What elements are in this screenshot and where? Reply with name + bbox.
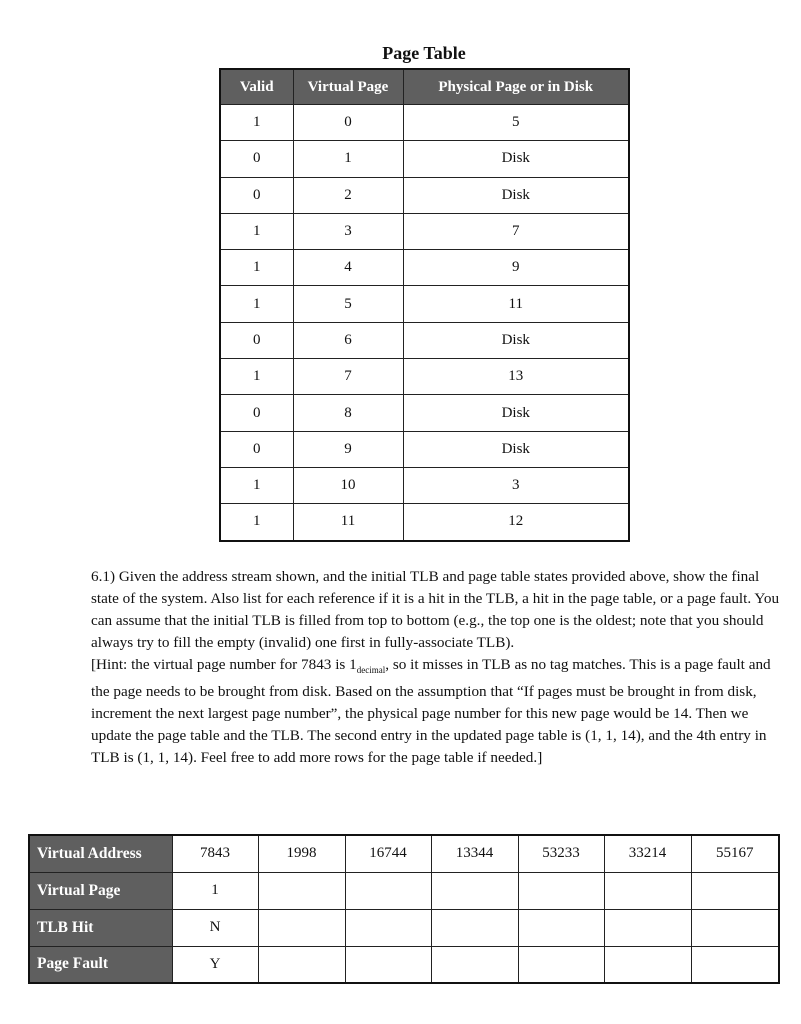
answer-row-label: Page Fault bbox=[29, 946, 172, 983]
answer-cell[interactable]: N bbox=[172, 909, 258, 946]
answer-cell[interactable]: 1998 bbox=[258, 835, 345, 872]
answer-cell[interactable] bbox=[604, 946, 691, 983]
answer-cell[interactable] bbox=[258, 909, 345, 946]
valid-cell: 0 bbox=[220, 141, 293, 177]
physical-page-cell: Disk bbox=[403, 322, 629, 358]
virtual-page-cell: 6 bbox=[293, 322, 403, 358]
virtual-page-cell: 3 bbox=[293, 213, 403, 249]
page-table-row bbox=[220, 395, 629, 431]
answer-cell[interactable]: 13344 bbox=[431, 835, 518, 872]
valid-cell: 1 bbox=[220, 286, 293, 322]
header-valid: Valid bbox=[220, 69, 293, 105]
page-table-row bbox=[220, 213, 629, 249]
valid-cell: 1 bbox=[220, 504, 293, 541]
physical-page-cell: 13 bbox=[403, 359, 629, 395]
answer-cell[interactable] bbox=[604, 872, 691, 909]
answer-table bbox=[28, 834, 780, 984]
physical-page-cell: 5 bbox=[403, 105, 629, 141]
valid-cell: 1 bbox=[220, 250, 293, 286]
answer-cell[interactable] bbox=[431, 946, 518, 983]
virtual-page-cell: 8 bbox=[293, 395, 403, 431]
answer-row-page-fault bbox=[29, 946, 779, 983]
physical-page-cell: 9 bbox=[403, 250, 629, 286]
valid-cell: 0 bbox=[220, 431, 293, 467]
answer-cell[interactable] bbox=[345, 946, 431, 983]
question-hint bbox=[91, 654, 781, 769]
physical-page-cell: Disk bbox=[403, 431, 629, 467]
page-table-row bbox=[220, 504, 629, 541]
answer-cell[interactable] bbox=[518, 909, 604, 946]
physical-page-cell: Disk bbox=[403, 141, 629, 177]
physical-page-cell: Disk bbox=[403, 395, 629, 431]
answer-cell[interactable]: 53233 bbox=[518, 835, 604, 872]
physical-page-cell: 3 bbox=[403, 467, 629, 503]
answer-cell[interactable]: 55167 bbox=[691, 835, 779, 872]
answer-cell[interactable]: Y bbox=[172, 946, 258, 983]
answer-cell[interactable] bbox=[431, 909, 518, 946]
header-physical-page: Physical Page or in Disk bbox=[403, 69, 629, 105]
answer-cell[interactable]: 1 bbox=[172, 872, 258, 909]
answer-cell[interactable]: 33214 bbox=[604, 835, 691, 872]
answer-cell[interactable] bbox=[518, 872, 604, 909]
page-table-row bbox=[220, 467, 629, 503]
answer-row-label: TLB Hit bbox=[29, 909, 172, 946]
page-table-row bbox=[220, 431, 629, 467]
answer-cell[interactable] bbox=[431, 872, 518, 909]
answer-row-label: Virtual Address bbox=[29, 835, 172, 872]
valid-cell: 1 bbox=[220, 105, 293, 141]
page-table-title: Page Table bbox=[382, 43, 466, 63]
answer-cell[interactable] bbox=[691, 872, 779, 909]
answer-cell[interactable] bbox=[258, 946, 345, 983]
virtual-page-cell: 1 bbox=[293, 141, 403, 177]
virtual-page-cell: 2 bbox=[293, 177, 403, 213]
answer-cell[interactable] bbox=[691, 909, 779, 946]
answer-row-virtual-address bbox=[29, 835, 779, 872]
virtual-page-cell: 4 bbox=[293, 250, 403, 286]
answer-cell[interactable]: 7843 bbox=[172, 835, 258, 872]
page-table-row bbox=[220, 177, 629, 213]
answer-row-label: Virtual Page bbox=[29, 872, 172, 909]
page-table-header-row bbox=[220, 69, 629, 105]
header-virtual-page: Virtual Page bbox=[293, 69, 403, 105]
page-table-row bbox=[220, 322, 629, 358]
answer-cell[interactable] bbox=[604, 909, 691, 946]
question-main: 6.1) Given the address stream shown, and the initial TLB and page table states provided above, show the final state of the system. Also list for each reference if it is a hit in the TLB, a hit in the page table, or a page fault. You can assume that the initial TLB is filled from top to bottom (e.g., the top one is the oldest; note that you should always try to fill the empty (invalid) one first in fully-associate TLB). bbox=[91, 568, 780, 651]
answer-cell[interactable] bbox=[258, 872, 345, 909]
answer-cell[interactable]: 16744 bbox=[345, 835, 431, 872]
page-table-row bbox=[220, 286, 629, 322]
virtual-page-cell: 7 bbox=[293, 359, 403, 395]
valid-cell: 0 bbox=[220, 395, 293, 431]
page-table-row bbox=[220, 141, 629, 177]
hint-subscript: decimal bbox=[356, 665, 386, 676]
valid-cell: 1 bbox=[220, 467, 293, 503]
page-table-row bbox=[220, 359, 629, 395]
page-table bbox=[219, 68, 630, 542]
page-table-row bbox=[220, 105, 629, 141]
answer-row-tlb-hit bbox=[29, 909, 779, 946]
question-text bbox=[91, 566, 781, 769]
page-table-row bbox=[220, 250, 629, 286]
virtual-page-cell: 9 bbox=[293, 431, 403, 467]
valid-cell: 0 bbox=[220, 177, 293, 213]
valid-cell: 1 bbox=[220, 213, 293, 249]
virtual-page-cell: 5 bbox=[293, 286, 403, 322]
valid-cell: 1 bbox=[220, 359, 293, 395]
virtual-page-cell: 10 bbox=[293, 467, 403, 503]
valid-cell: 0 bbox=[220, 322, 293, 358]
answer-cell[interactable] bbox=[345, 872, 431, 909]
physical-page-cell: Disk bbox=[403, 177, 629, 213]
answer-cell[interactable] bbox=[691, 946, 779, 983]
answer-row-virtual-page bbox=[29, 872, 779, 909]
physical-page-cell: 7 bbox=[403, 213, 629, 249]
answer-cell[interactable] bbox=[518, 946, 604, 983]
virtual-page-cell: 11 bbox=[293, 504, 403, 541]
hint-post: , so it misses in TLB as no tag matches. This is a page fault and the page needs to be brought from disk. Based on the assumption that “If pages must be brought in from disk, increment the next largest page number”, the physical page number for this new page would be 14. Then we update the page table and the TLB. The second entry in the updated page table is (1, 1, 14), and the 4th entry in TLB is (1, 1, 14). Feel free to add more rows for the page table if needed.] bbox=[91, 656, 771, 767]
physical-page-cell: 12 bbox=[403, 504, 629, 541]
answer-cell[interactable] bbox=[345, 909, 431, 946]
physical-page-cell: 11 bbox=[403, 286, 629, 322]
virtual-page-cell: 0 bbox=[293, 105, 403, 141]
hint-pre: [Hint: the virtual page number for 7843 is 1 bbox=[91, 656, 357, 673]
